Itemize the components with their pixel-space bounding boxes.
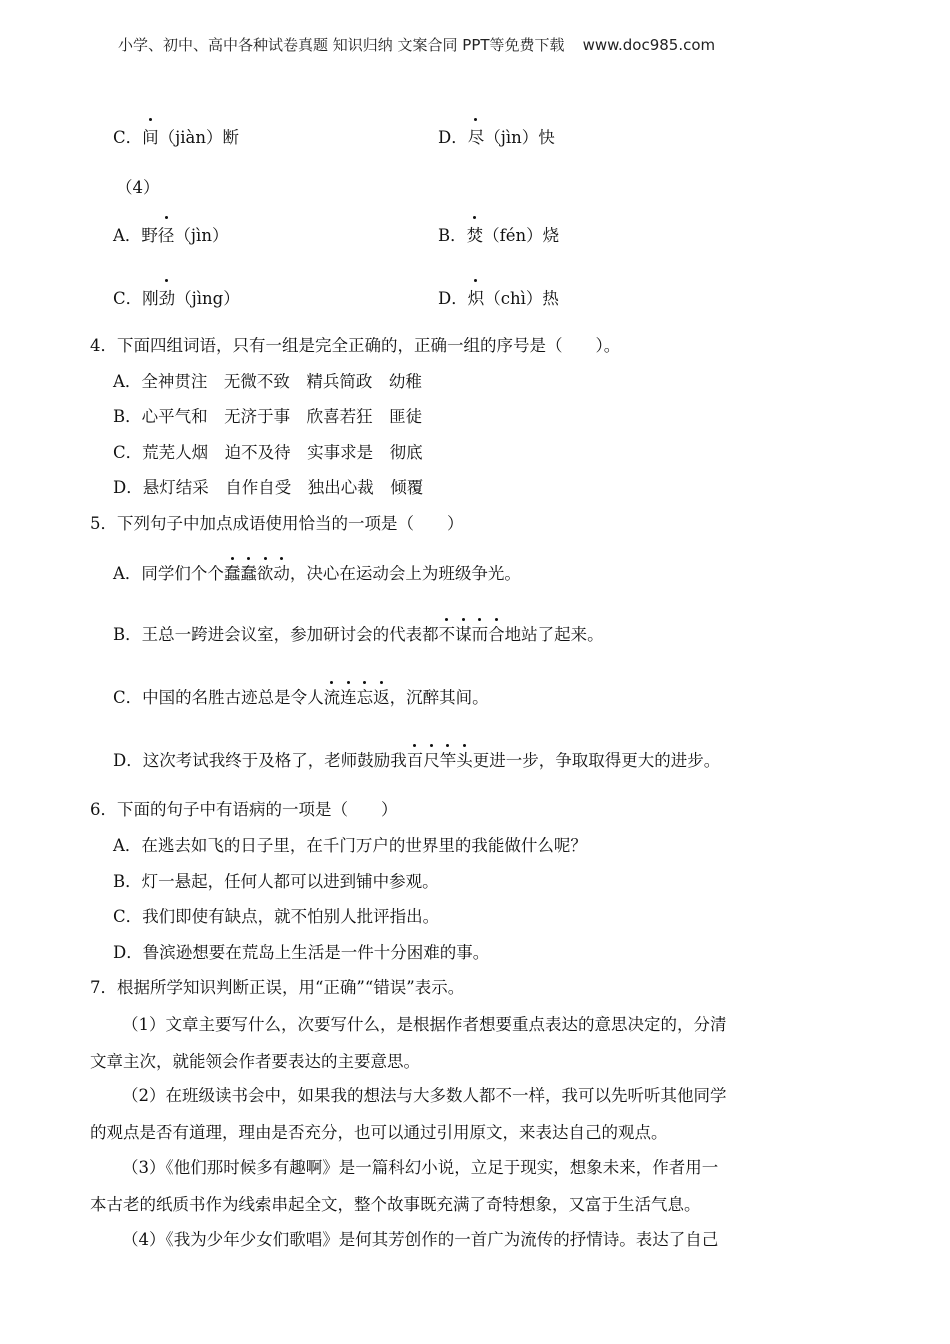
dotted-char: 尽 [468,124,485,148]
dotted-char: 间 [142,124,159,148]
q3-sub4-label: （4） [116,178,160,197]
dotted-char: 流 [323,688,341,707]
q4-option-c: C．荒芜人烟 迫不及待 实事求是 彻底 [113,443,423,462]
q3-sub4-option-c: C．刚劲（jìng） [113,285,240,309]
dotted-char: 劲 [159,285,176,309]
dotted-char: 炽 [468,285,485,309]
dotted-char: 欲 [256,564,274,583]
q7-item-2-line-2: 的观点是否有道理，理由是否充分，也可以通过引用原文，来表达自己的观点。 [90,1123,668,1142]
q5-option-d: D．这次考试我终于及格了，老师鼓励我百尺竿头更进一步，争取取得更大的进步。 [113,751,721,770]
dotted-char: 径 [158,222,175,246]
dotted-char: 返 [373,688,390,707]
q4-option-a: A．全神贯注 无微不致 精兵简政 幼稚 [113,372,422,391]
page-header [118,34,715,55]
q3-sub4-option-a: A．野径（jìn） [113,222,228,246]
q6-option-a: A．在逃去如飞的日子里，在千门万户的世界里的我能做什么呢？ [113,836,587,855]
q4-stem: 4．下面四组词语，只有一组是完全正确的，正确一组的序号是（ ）。 [90,336,621,355]
q6-stem: 6．下面的句子中有语病的一项是（ ） [90,800,398,819]
dotted-char: 不 [438,625,456,644]
dotted-char: 头 [456,751,473,770]
q5-option-c: C．中国的名胜古迹总是令人流连忘返，沉醉其间。 [113,688,489,707]
q7-item-2-line-1: （2）在班级读书会中，如果我的想法与大多数人都不一样，我可以先听听其他同学 [122,1086,727,1105]
dotted-char: 谋 [455,625,472,644]
q7-item-1-line-2: 文章主次，就能领会作者要表达的主要意思。 [90,1052,420,1071]
dotted-char: 蠢 [240,564,257,583]
q3-sub4-option-b: B．焚（fén）烧 [438,222,559,246]
q7-item-4-line-1: （4）《我为少年少女们歌唱》是何其芳创作的一首广为流传的抒情诗。表达了自己 [122,1230,719,1249]
dotted-char: 动 [273,564,290,583]
header-url[interactable]: www.doc985.com [582,36,716,54]
dotted-char: 合 [488,625,505,644]
q7-item-1-line-1: （1）文章主要写什么，次要写什么，是根据作者想要重点表达的意思决定的，分清 [122,1015,727,1034]
header-text: 小学、初中、高中各种试卷真题 知识归纳 文案合同 PPT等免费下载 [118,36,565,54]
q5-option-b: B．王总一跨进会议室，参加研讨会的代表都不谋而合地站了起来。 [113,625,604,644]
q6-option-d: D．鲁滨逊想要在荒岛上生活是一件十分困难的事。 [113,943,490,962]
dotted-char: 百 [406,751,424,770]
dotted-char: 蠢 [223,564,241,583]
q5-option-a: A．同学们个个蠢蠢欲动，决心在运动会上为班级争光。 [113,564,521,583]
dotted-char: 而 [471,625,489,644]
q3-option-d: D．尽（jìn）快 [438,124,555,148]
q3-sub4-option-d: D．炽（chì）热 [438,285,559,309]
q7-stem: 7．根据所学知识判断正误，用“正确”“错误”表示。 [90,978,465,997]
dotted-char: 竿 [439,751,457,770]
q6-option-b: B．灯一悬起，任何人都可以进到铺中参观。 [113,872,439,891]
q4-option-d: D．悬灯结采 自作自受 独出心裁 倾覆 [113,478,424,497]
q7-item-3-line-1: （3）《他们那时候多有趣啊》是一篇科幻小说，立足于现实，想象未来，作者用一 [122,1158,719,1177]
q7-item-3-line-2: 本古老的纸质书作为线索串起全文，整个故事既充满了奇特想象，又富于生活气息。 [90,1195,701,1214]
dotted-char: 尺 [423,751,440,770]
q6-option-c: C．我们即使有缺点，就不怕别人批评指出。 [113,907,440,926]
dotted-char: 连 [340,688,357,707]
q3-option-c: C．间（jiàn）断 [113,124,239,148]
dotted-char: 焚 [467,222,484,246]
q5-stem: 5．下列句子中加点成语使用恰当的一项是（ ） [90,514,464,533]
dotted-char: 忘 [356,688,374,707]
q4-option-b: B．心平气和 无济于事 欣喜若狂 匪徒 [113,407,423,426]
